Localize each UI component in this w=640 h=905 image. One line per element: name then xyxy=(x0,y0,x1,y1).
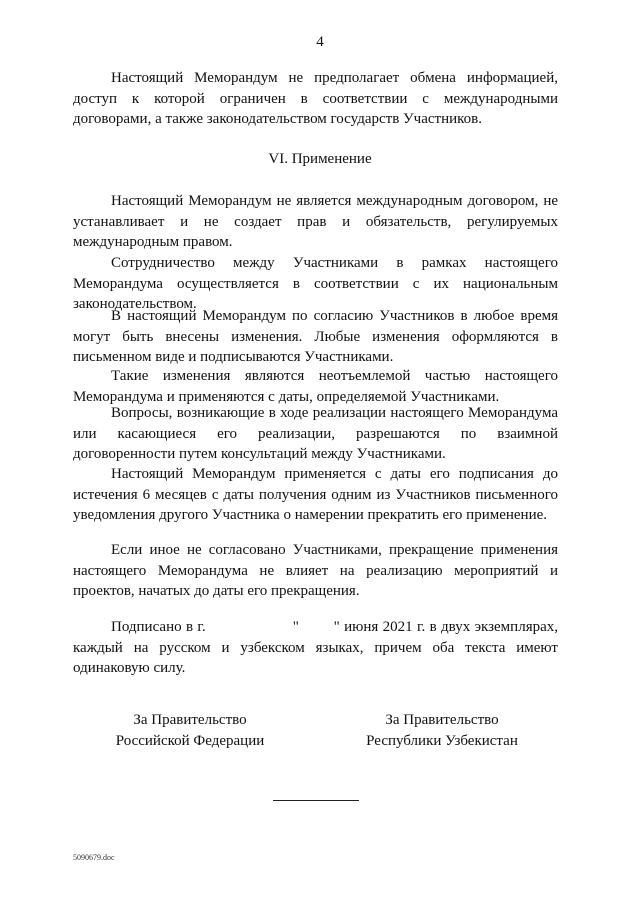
paragraph-7: Если иное не согласовано Участниками, прекращение применения настоящего Меморандума не влияет на реализацию мероприятий и проектов, начатых до даты его прекращения. xyxy=(73,542,558,599)
section-heading: VI. Применение xyxy=(268,151,372,167)
paragraph-4: Такие изменения являются неотъемлемой частью настоящего Меморандума и применяются с даты, определяемой Участниками. xyxy=(73,368,558,405)
closing-divider xyxy=(273,800,359,801)
paragraph-3: В настоящий Меморандум по согласию Участников в любое время могут быть внесены изменения. Любые изменения оформляются в письменном виде и подписываются Участниками. xyxy=(73,308,558,365)
paragraph-1: Настоящий Меморандум не является международным договором, не устанавливает и не создает прав и обязательств, регулируемых международным правом. xyxy=(73,193,558,250)
signature-russia-line1: За Правительство xyxy=(133,712,247,728)
signature-russia-line2: Российской Федерации xyxy=(115,732,265,749)
paragraph-6: Настоящий Меморандум применяется с даты его подписания до истечения 6 месяцев с даты получения одним из Участников письменного уведомления другого Участника о намерении прекратить его применение. xyxy=(73,466,558,523)
paragraph-5: Вопросы, возникающие в ходе реализации настоящего Меморандума или касающиеся его реализации, разрешаются по взаимной договоренности путем консультаций между Участниками. xyxy=(73,405,558,462)
intro-paragraph: Настоящий Меморандум не предполагает обмена информацией, доступ к которой ограничен в соответствии с международными договорами, а также законодательством государств Участников. xyxy=(73,70,558,127)
signature-uzbekistan-line1: За Правительство xyxy=(385,712,499,728)
paragraph-2: Сотрудничество между Участниками в рамках настоящего Меморандума осуществляется в соответствии с их национальным законодательством. xyxy=(73,255,558,312)
signature-block-russia xyxy=(90,710,290,751)
signature-block-uzbekistan xyxy=(342,710,542,751)
page-number: 4 xyxy=(316,34,324,50)
signature-uzbekistan-line2: Республики Узбекистан xyxy=(366,732,518,749)
signed-statement: Подписано в г. " " июня 2021 г. в двух экземплярах, каждый на русском и узбекском языках, причем оба текста имеют одинаковую силу. xyxy=(73,619,562,676)
file-reference: 5090679.doc xyxy=(73,853,115,862)
